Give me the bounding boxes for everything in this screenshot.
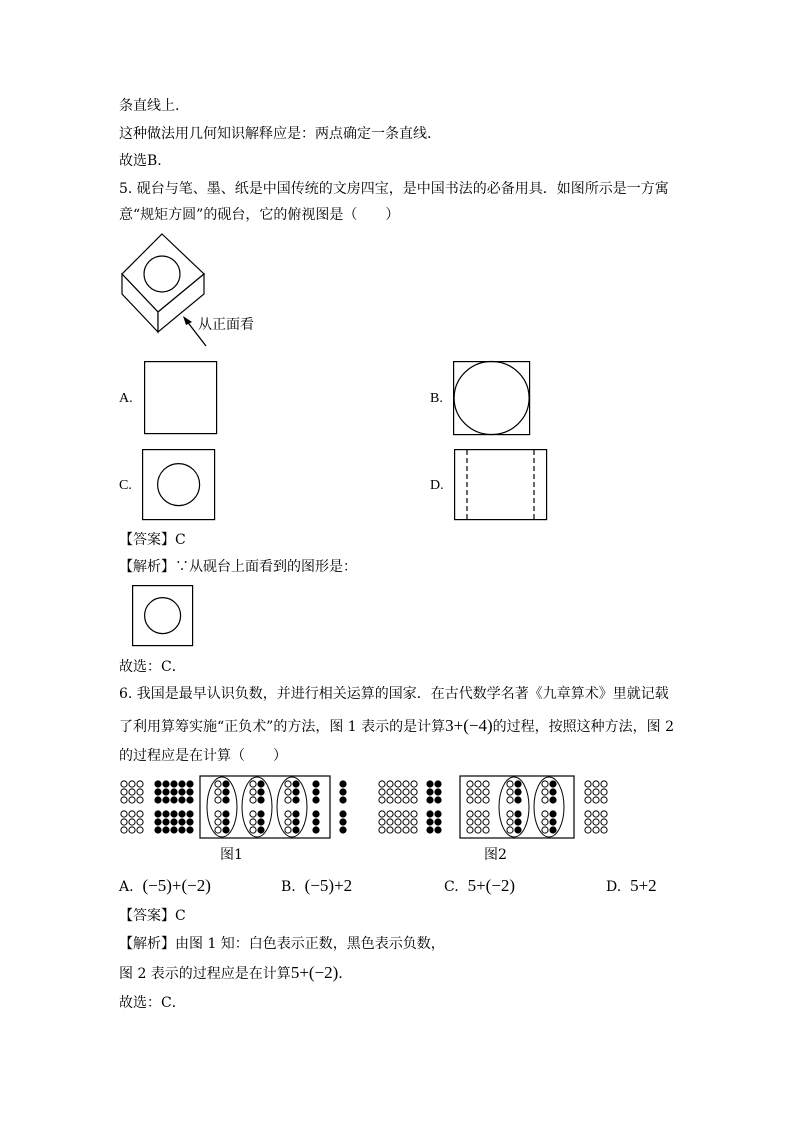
exp6-expression: 5+(−2) — [290, 963, 339, 982]
figure-1-counting-rods — [118, 774, 358, 844]
q6-option-d — [606, 876, 657, 897]
q6-expression: 3+(−4) — [445, 716, 493, 735]
answer-5: 【答案】C — [119, 532, 186, 548]
figure-2-counting-rods — [376, 774, 616, 844]
option-a-figure — [144, 361, 218, 435]
q6-option-a-expr: (−5)+(−2) — [142, 876, 211, 895]
inkstone-3d-figure — [120, 232, 210, 352]
q6-option-c-expr: 5+(−2) — [467, 876, 516, 895]
q6-option-d-expr: 5+2 — [630, 876, 657, 895]
option-a-letter: A. — [119, 391, 133, 406]
q6-line2-pre: 了利用算筹实施“正负术”的方法，图 1 表示的是计算 — [119, 719, 446, 735]
q6-line2-post: 的过程，按照这种方法，图 2 — [492, 719, 674, 735]
question-5-line-1: 5. 砚台与笔、墨、纸是中国传统的文房四宝，是中国书法的必备用具．如图所示是一方寓 — [119, 181, 669, 197]
explanation-6-line-2 — [119, 963, 352, 984]
q6-option-d-letter: D. — [606, 879, 622, 895]
option-c-figure — [142, 449, 216, 521]
q6-option-a-letter: A. — [119, 879, 134, 895]
explanation-5-figure — [132, 585, 194, 647]
question-6-line-3: 的过程应是在计算（ ） — [119, 748, 287, 764]
figure-2-caption: 图2 — [484, 847, 507, 863]
answer-6: 【答案】C — [119, 908, 186, 924]
q6-option-a — [119, 876, 211, 897]
question-5-line-2: 意“规矩方圆”的砚台，它的俯视图是（ ） — [119, 207, 400, 223]
exp6-pre: 图 2 表示的过程应是在计算 — [119, 966, 291, 982]
q6-option-b-expr: (−5)+2 — [304, 876, 353, 895]
option-d-figure — [454, 449, 548, 521]
selection-6: 故选：C． — [119, 995, 186, 1011]
text-line-1: 条直线上. — [119, 98, 180, 114]
q6-option-b — [281, 876, 352, 897]
q6-option-b-letter: B. — [281, 879, 296, 895]
option-d-letter: D. — [430, 478, 444, 493]
view-direction-label: 从正面看 — [198, 318, 254, 333]
option-c-letter: C. — [119, 478, 132, 493]
text-line-2: 这种做法用几何知识解释应是：两点确定一条直线. — [119, 126, 432, 142]
option-b-figure — [453, 361, 531, 437]
q6-option-c — [444, 876, 515, 897]
exp6-post: ． — [338, 966, 353, 982]
explanation-6-line-1: 【解析】由图 1 知：白色表示正数，黑色表示负数， — [119, 936, 445, 952]
selection-5: 故选：C． — [119, 659, 186, 675]
q6-option-c-letter: C. — [444, 879, 459, 895]
question-6-line-1: 6. 我国是最早认识负数，并进行相关运算的国家．在古代数学名著《九章算术》里就记载 — [119, 686, 669, 702]
answer-prev: 故选B. — [119, 153, 162, 169]
figure-1-caption: 图1 — [220, 847, 243, 863]
question-6-line-2 — [119, 716, 674, 737]
option-b-letter: B. — [430, 391, 443, 406]
explanation-5: 【解析】∵从砚台上面看到的图形是： — [119, 559, 357, 575]
